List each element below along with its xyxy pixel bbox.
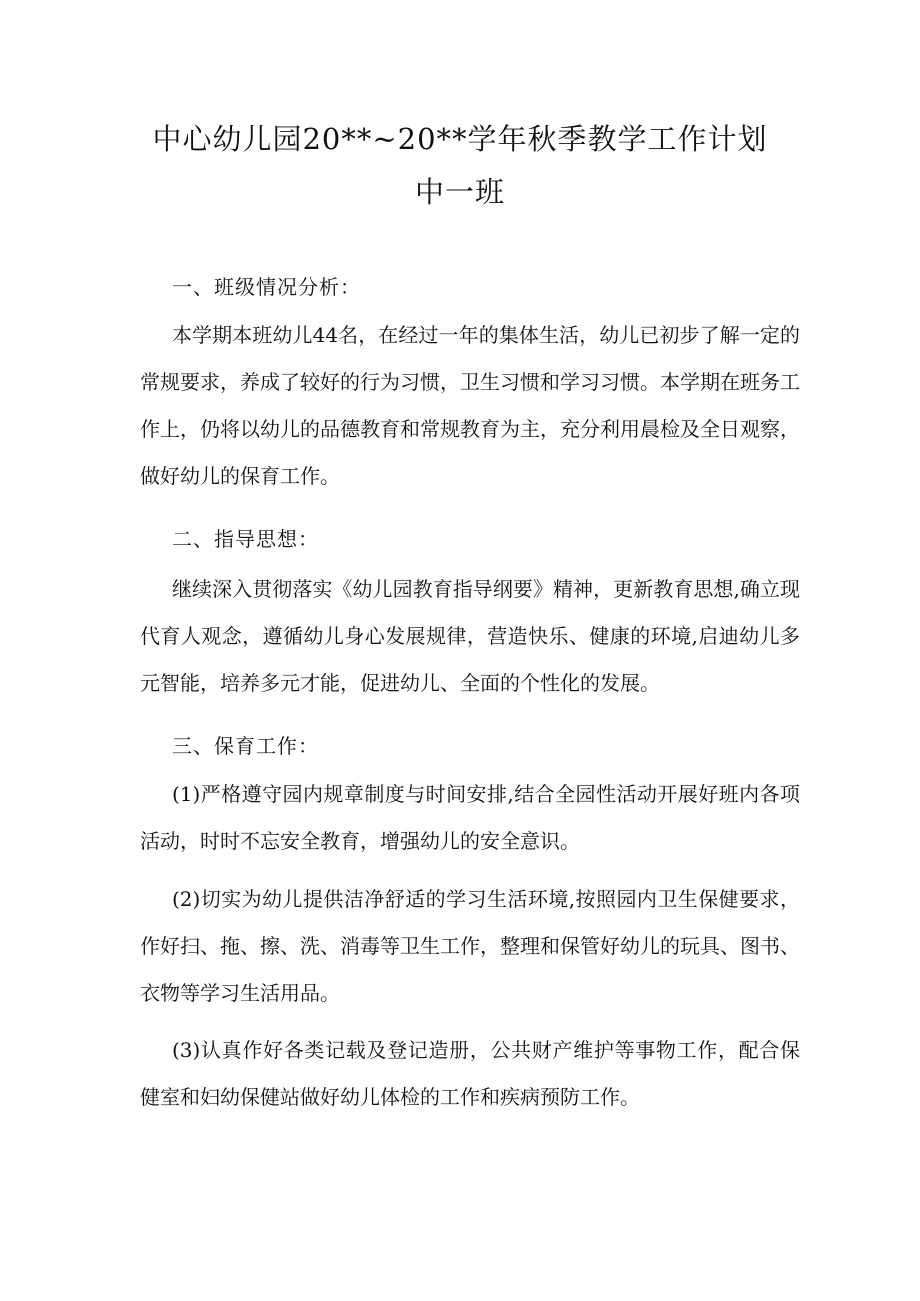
section-paragraph: (2)切实为幼儿提供洁净舒适的学习生活环境,按照园内卫生保健要求，作好扫、拖、擦、洗、消毒等卫生工作，整理和保管好幼儿的玩具、图书、衣物等学习生活用品。	[140, 887, 800, 1005]
section-paragraph: 继续深入贯彻落实《幼儿园教育指导纲要》精神，更新教育思想,确立现代育人观念，遵循幼儿身心发展规律，营造快乐、健康的环境,启迪幼儿多元智能，培养多元才能，促进幼儿、全面的个性化的发展。	[140, 577, 800, 695]
section-paragraph: (3)认真作好各类记载及登记造册，公共财产维护等事物工作，配合保健室和妇幼保健站做好幼儿体检的工作和疾病预防工作。	[140, 1038, 800, 1109]
section-paragraph: 本学期本班幼儿44名，在经过一年的集体生活，幼儿已初步了解一定的常规要求，养成了较好的行为习惯，卫生习惯和学习习惯。本学期在班务工作上，仍将以幼儿的品德教育和常规教育为主，充分利用晨检及全日观察，做好幼儿的保育工作。	[140, 323, 800, 488]
section-heading: 一、班级情况分析：	[172, 275, 361, 299]
document-subtitle: 中一班	[414, 175, 505, 209]
section-heading: 二、指导思想：	[172, 527, 319, 551]
section-paragraph: (1)严格遵守园内规章制度与时间安排,结合全园性活动开展好班内各项活动，时时不忘安全教育，增强幼儿的安全意识。	[140, 782, 800, 853]
section-heading: 三、保育工作：	[172, 734, 319, 758]
document-title: 中心幼儿园20**~20**学年秋季教学工作计划	[152, 122, 768, 156]
